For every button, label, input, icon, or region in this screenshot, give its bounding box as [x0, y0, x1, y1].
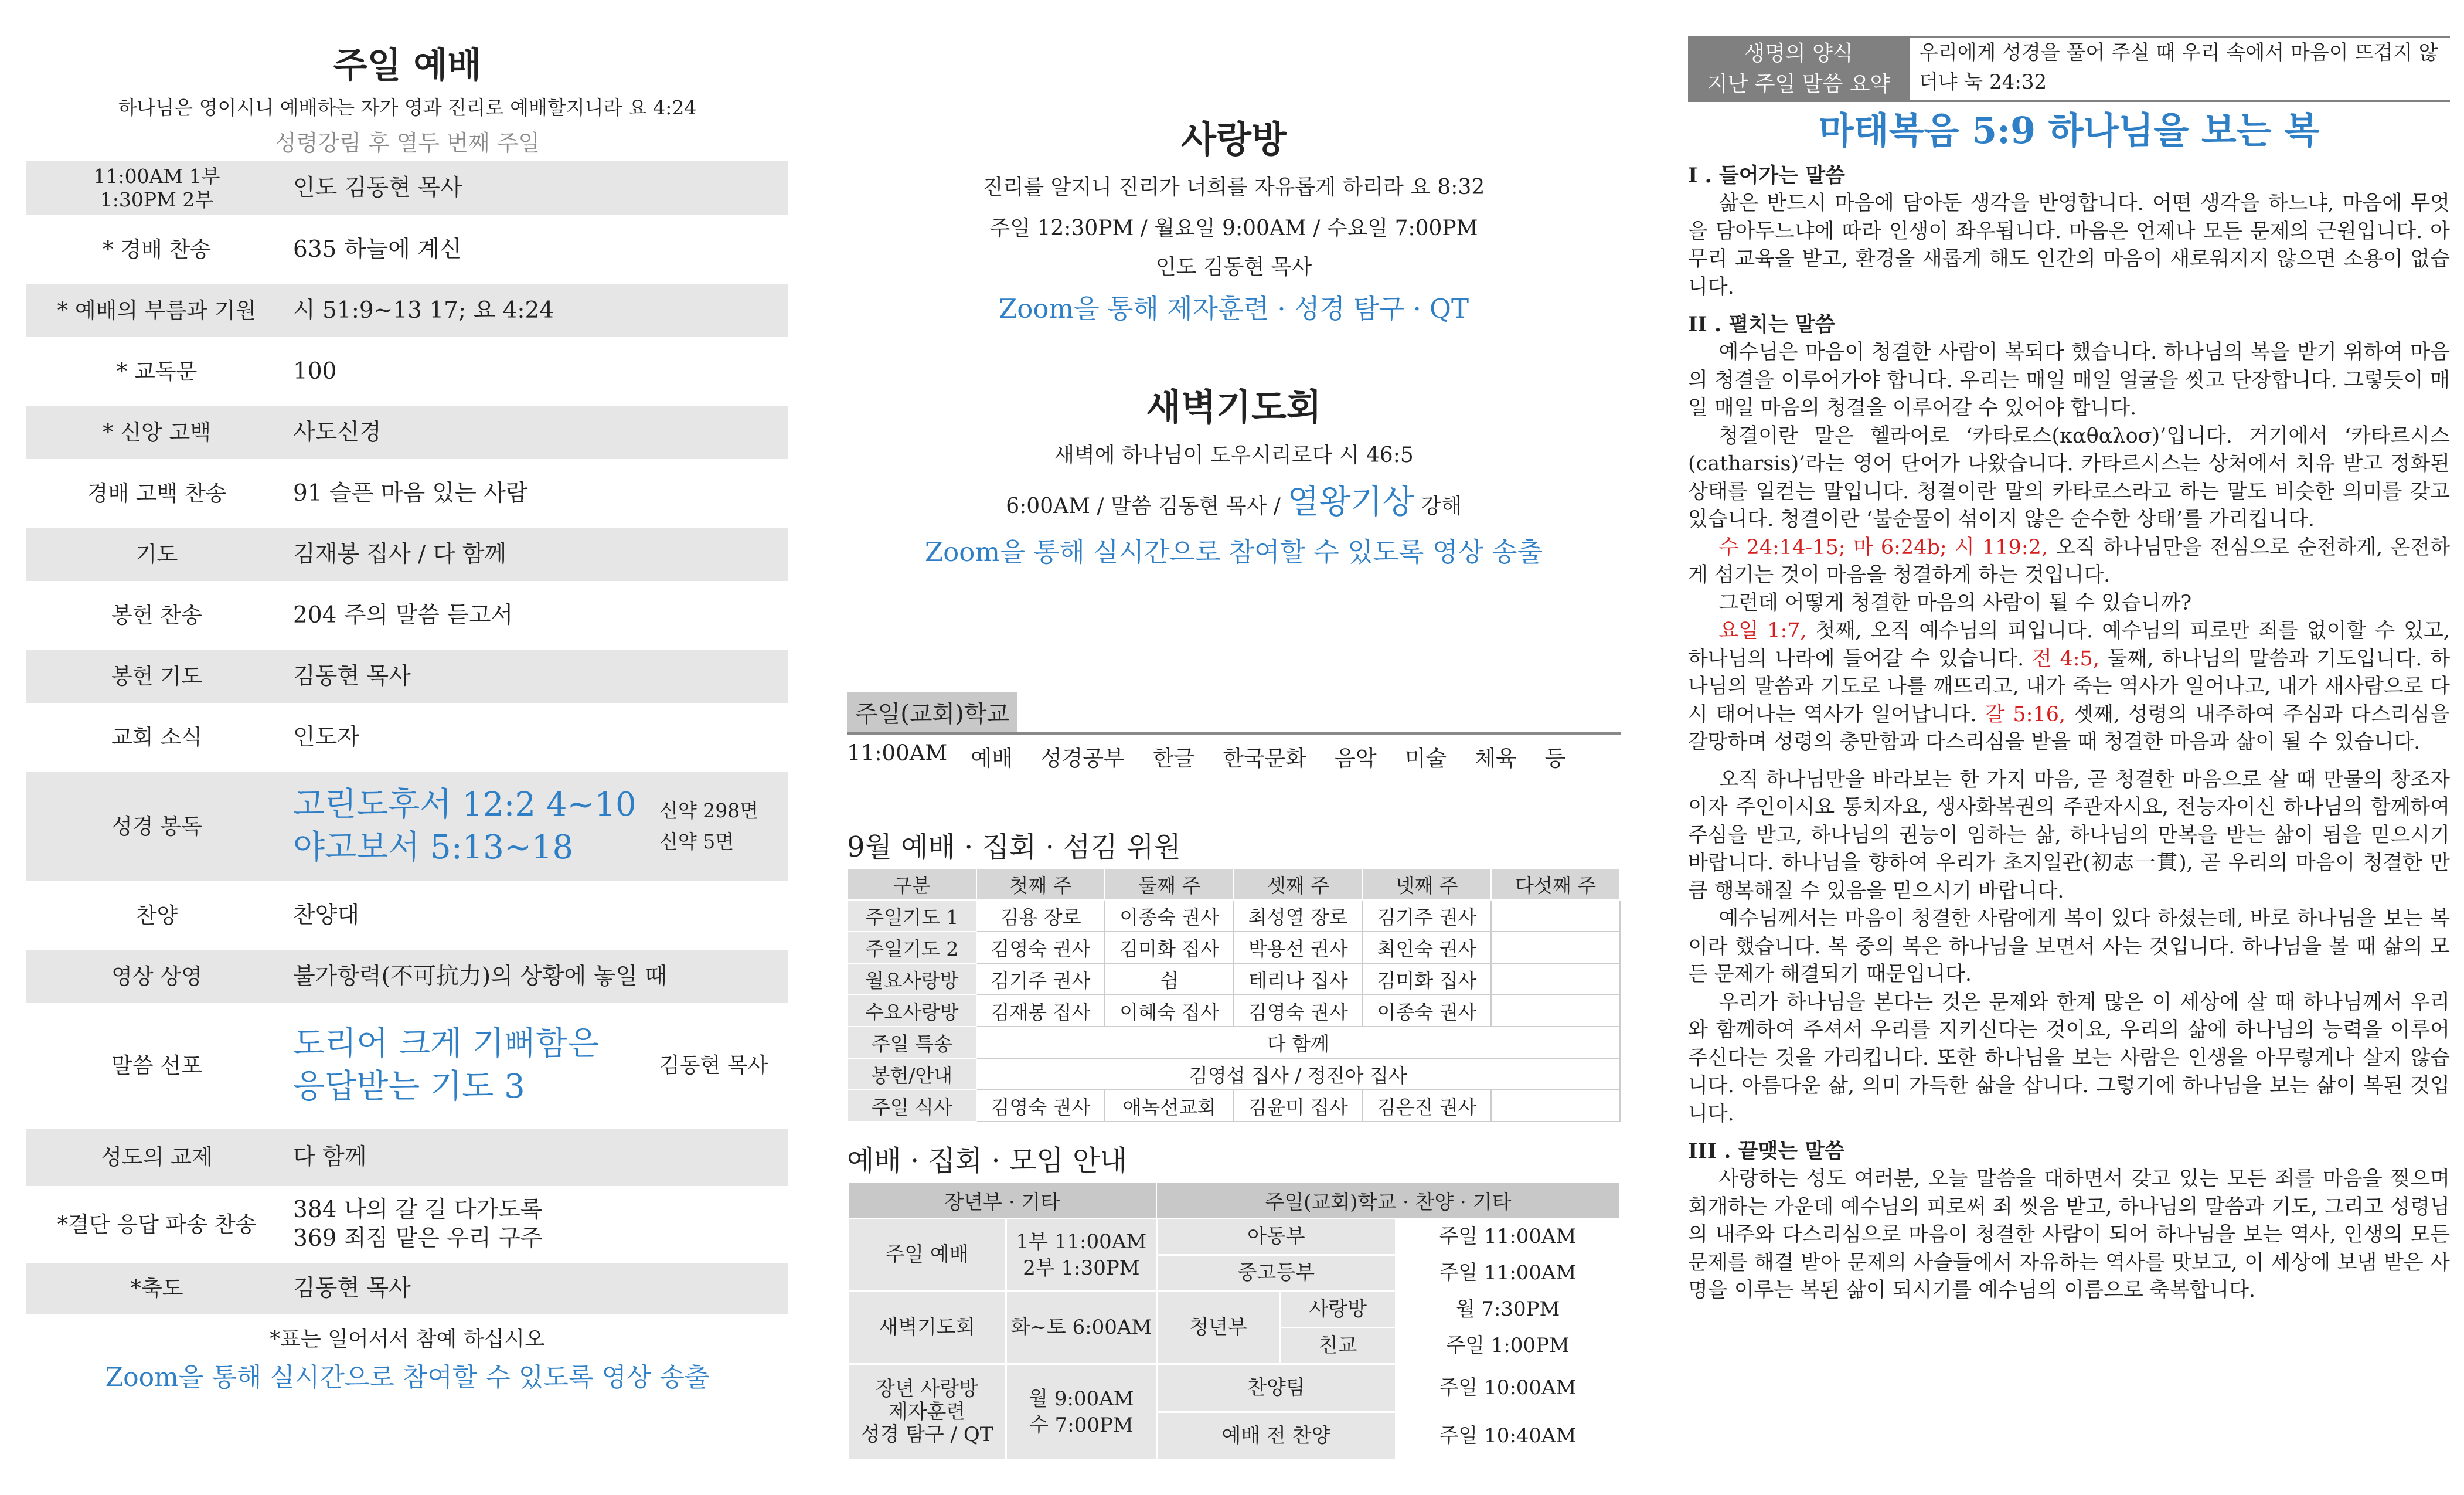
paragraph-text: 셋째, 성령의 내주하여 주심과 다스리심을 갈망하며 성령의 충만함과 다스리심을 받을 때 청결한 마음과 삶이 될 수 있습니다.: [1688, 702, 2450, 754]
dawn-book: 열왕기상: [1287, 483, 1414, 521]
sending-hymn: 384 나의 갈 길 다가도록: [293, 1197, 543, 1224]
roster-header: 다섯째 주: [1491, 868, 1620, 900]
dawn-time-prefix: 6:00AM / 말씀 김동현 목사 /: [1006, 494, 1281, 518]
roster-cell: 박용선 권사: [1234, 932, 1363, 963]
scripture-passage: 야고보서 5:13~18: [293, 828, 574, 867]
school-divider: [847, 732, 1621, 735]
paragraph-text: 첫째, 오직 예수님의 피입니다. 예수님의 피로만 죄를 없이할 수 있고, 하나님의 나라에 들어갈 수 있습니다.: [1688, 619, 2450, 671]
worship-title: 주일 예배: [333, 45, 482, 86]
order-value: 김재봉 집사 / 다 함께: [293, 541, 507, 568]
sarangbang-leader: 인도 김동현 목사: [1155, 255, 1312, 279]
summary-tag-title: 생명의 양식: [1744, 42, 1853, 66]
dawn-title: 새벽기도회: [1146, 386, 1322, 429]
meetings-title: 예배 · 집회 · 모임 안내: [847, 1144, 1127, 1177]
roster-cell: 애녹선교회: [1105, 1090, 1234, 1122]
sermon-preacher: 김동현 목사: [659, 1054, 768, 1078]
adult-label-line: 성경 탐구 / QT: [860, 1423, 993, 1447]
roster-section: [847, 827, 1621, 1122]
meetings-time: [1006, 1364, 1156, 1460]
order-label: * 교독문: [116, 358, 198, 384]
roster-cell: 테리나 집사: [1234, 963, 1363, 995]
summary-paragraph: [1688, 617, 2450, 757]
worship-verse: 하나님은 영이시니 예배하는 자가 영과 진리로 예배할지니라 요 4:24: [118, 96, 697, 119]
dawn-zoom: Zoom을 통해 실시간으로 참여할 수 있도록 영상 송출: [924, 536, 1543, 568]
summary-tag: [1688, 36, 1910, 102]
sunday-time: 1부 11:00AM: [1016, 1230, 1147, 1254]
order-value: 204 주의 말씀 듣고서: [293, 602, 513, 628]
roster-cell: 김영숙 권사: [1234, 995, 1363, 1027]
worship-column: [26, 41, 788, 1398]
table-row: [848, 1364, 1620, 1412]
order-value: 635 하늘에 계신: [293, 236, 462, 263]
roster-header: 넷째 주: [1363, 868, 1492, 900]
roster-header: 구분: [848, 868, 976, 900]
meetings-sublabel: 사랑방: [1280, 1292, 1396, 1328]
adult-label-line: 제자훈련: [888, 1399, 966, 1423]
order-label: 봉헌 기도: [111, 663, 202, 689]
meetings-label: 주일 예배: [848, 1219, 1006, 1292]
order-row: [26, 711, 788, 764]
order-value: 인도자: [293, 723, 360, 750]
summary-tag-subtitle: 지난 주일 말씀 요약: [1707, 72, 1891, 96]
roster-cell: [1491, 995, 1620, 1027]
gatherings-column: [847, 111, 1621, 576]
order-label: * 신앙 고백: [103, 419, 211, 445]
scripture-ref: 전 4:5,: [2024, 647, 2099, 671]
school-item: 예배: [971, 746, 1013, 771]
order-row: [26, 1129, 788, 1186]
standing-note: *표는 일어서서 참예 하십시오: [270, 1327, 545, 1351]
order-value: 91 슬픈 마음 있는 사람: [293, 480, 528, 507]
order-label: * 경배 찬송: [103, 236, 211, 262]
roster-cell: 김영숙 권사: [976, 1090, 1105, 1122]
dawn-time: [847, 476, 1621, 529]
order-row: [26, 467, 788, 520]
order-row: [26, 1263, 788, 1314]
school-item: 등: [1544, 746, 1566, 771]
summary-paragraph: 예수님께서는 마음이 청결한 사람에게 복이 있다 하셨는데, 바로 하나님을 보는 복이라 했습니다. 복 중의 복은 하나님을 보면서 사는 것입니다. 하나님을 볼 때 삶의 모든 문제가 해결되기 때문입니다.: [1688, 907, 2450, 986]
meetings-time: 주일 11:00AM: [1396, 1219, 1620, 1255]
roster-cell: 김기주 권사: [1363, 900, 1492, 932]
roster-cell: 김재봉 집사: [976, 995, 1105, 1027]
scripture-pages: [659, 796, 788, 858]
school-item: 성경공부: [1040, 746, 1125, 771]
summary-paragraph: 그런데 어떻게 청결한 마음의 사람이 될 수 있습니까?: [1718, 591, 2192, 615]
roster-cell: [1491, 932, 1620, 963]
meetings-header-row: [848, 1182, 1620, 1219]
service-times: [26, 165, 287, 211]
roster-row-label: 수요사랑방: [848, 995, 976, 1027]
service-time-2: 1:30PM 2부: [100, 188, 214, 211]
sunday-school: [847, 692, 1621, 772]
order-label: 찬양: [135, 902, 178, 928]
school-item: 음악: [1335, 746, 1377, 771]
roster-cell: 이종숙 권사: [1363, 995, 1492, 1027]
order-value: 시 51:9~13 17; 요 4:24: [293, 297, 554, 324]
order-value: 사도신경: [293, 419, 382, 446]
scripture-label: 성경 봉독: [111, 813, 202, 839]
meetings-label: 예배 전 찬양: [1156, 1412, 1396, 1460]
meetings-time: 주일 1:00PM: [1396, 1328, 1620, 1364]
summary-header: [1688, 36, 2450, 102]
roster-table: [847, 868, 1621, 1122]
table-row: [848, 1058, 1620, 1090]
sermon-title: [287, 1023, 659, 1109]
table-row: [848, 1219, 1620, 1255]
order-row-sermon: [26, 1011, 788, 1120]
school-item: 한국문화: [1223, 746, 1307, 771]
sarangbang-verse: 진리를 알지니 진리가 너희를 자유롭게 하리라 요 8:32: [982, 175, 1485, 199]
scripture-passage: 고린도후서 12:2 4~10: [293, 786, 637, 824]
roster-cell: [1491, 1090, 1620, 1122]
section-heading: II . 펼치는 말씀: [1688, 312, 1835, 337]
meetings-label: 청년부: [1156, 1292, 1280, 1364]
order-of-service: [26, 161, 788, 1314]
scripture-page: 신약 298면: [659, 799, 759, 823]
order-row: [26, 650, 788, 703]
order-row: [26, 589, 788, 642]
meetings-label: 찬양팀: [1156, 1364, 1396, 1412]
order-row: [26, 345, 788, 398]
summary-paragraph: [1688, 534, 2450, 590]
meetings-time: 월 7:30PM: [1396, 1292, 1620, 1328]
roster-row-label: 주일 식사: [848, 1090, 976, 1122]
order-value: 다 함께: [293, 1143, 367, 1170]
section-heading: I . 들어가는 말씀: [1688, 164, 1845, 188]
summary-paragraph: 사랑하는 성도 여러분, 오늘 말씀을 대하면서 갖고 있는 모든 죄를 마음을 찢으며 회개하는 가운데 예수님의 피로써 죄 씻음 받고, 하나님의 말씀과 기도, 그리고 성령님의 내주와 다스리심으로 마음이 청결한 사람이 되어 하나님을 보는 역사, 인생의 모든 문제를 해결 받아 문제의 사슬들에서 자유하는 역사를 맛보고, 이 세상에 보냄 받은 사명을 이루는 복된 삶이 되시기를 예수님의 이름으로 축복합니다.: [1688, 1167, 2450, 1302]
meetings-head-left: 장년부 · 기타: [848, 1182, 1157, 1219]
table-row: [848, 900, 1620, 932]
order-value: 100: [293, 358, 337, 385]
sending-hymns: [287, 1196, 788, 1253]
meetings-sublabel: 친교: [1280, 1328, 1396, 1364]
scripture-ref: 요일 1:7,: [1718, 619, 1807, 643]
order-row: [26, 223, 788, 276]
sending-hymn: 369 죄짐 맡은 우리 구주: [293, 1225, 543, 1252]
table-row: [848, 1292, 1620, 1328]
school-item: 11:00AM: [847, 740, 948, 766]
table-row: [848, 1090, 1620, 1122]
roster-cell: 최성열 장로: [1234, 900, 1363, 932]
roster-cell: 이혜숙 집사: [1105, 995, 1234, 1027]
roster-header: 둘째 주: [1105, 868, 1234, 900]
roster-cell: 김영섭 집사 / 정진아 집사: [976, 1058, 1620, 1090]
roster-title: 9월 예배 · 집회 · 섬김 위원: [847, 831, 1181, 864]
meetings-label: 새벽기도회: [848, 1292, 1006, 1364]
scripture-ref: 갈 5:16,: [1976, 702, 2066, 726]
order-label: 교회 소식: [111, 724, 202, 750]
order-row: [26, 528, 788, 581]
summary-paragraph: 청결이란 말은 헬라어로 ‘카타로스(καθαλοσ)’입니다. 거기에서 ‘카타르시스(catharsis)’라는 영어 단어가 나왔습니다. 카타르시스는 상처에서 치유 받고 정화된 상태를 일컫는 말입니다. 청결이란 말의 카타로스라고 하는 말도 비슷한 의미를 갖고 있습니다. 청결이란 ‘불순물이 섞이지 않은 순수한 상태’를 가리킵니다.: [1688, 424, 2450, 531]
school-item: 미술: [1404, 746, 1447, 771]
sarangbang-zoom: Zoom을 통해 제자훈련 · 성경 탐구 · QT: [999, 293, 1469, 324]
meetings-time: 화~토 6:00AM: [1006, 1292, 1156, 1364]
roster-header: 첫째 주: [976, 868, 1105, 900]
school-items: [847, 740, 1621, 772]
order-row-scripture: [26, 772, 788, 881]
order-row: [26, 284, 788, 337]
order-row: [26, 950, 788, 1003]
zoom-note: Zoom을 통해 실시간으로 참여할 수 있도록 영상 송출: [105, 1363, 710, 1392]
sarangbang-title: 사랑방: [1181, 118, 1287, 161]
roster-header-row: [848, 868, 1620, 900]
roster-row-label: 주일기도 2: [848, 932, 976, 963]
roster-cell: 김용 장로: [976, 900, 1105, 932]
order-value: 김동현 목사: [293, 662, 411, 689]
meetings-time: [1006, 1219, 1156, 1292]
worship-subtitle: 성령강림 후 열두 번째 주일: [274, 130, 540, 156]
adult-time: 월 9:00AM: [1029, 1387, 1134, 1411]
dawn-time-suffix: 강해: [1421, 494, 1462, 518]
scripture-page: 신약 5면: [659, 830, 734, 853]
roster-cell: 김미화 집사: [1105, 932, 1234, 963]
roster-row-label: 주일기도 1: [848, 900, 976, 932]
school-tab: 주일(교회)학교: [847, 692, 1017, 732]
summary-quote: 우리에게 성경을 풀어 주실 때 우리 속에서 마음이 뜨겁지 않더냐 눅 24:32: [1910, 36, 2450, 102]
meetings-time: 주일 10:00AM: [1396, 1364, 1620, 1412]
order-value: 김동현 목사: [293, 1275, 411, 1302]
section-heading: III . 끝맺는 말씀: [1688, 1139, 1844, 1163]
meetings-section: [847, 1140, 1621, 1461]
order-row-sending: [26, 1194, 788, 1255]
summary-paragraph: 우리가 하나님을 본다는 것은 문제와 한계 많은 이 세상에 살 때 하나님께서 우리와 함께하여 주셔서 우리를 지키신다는 것이요, 우리의 삶에 하나님의 능력을 이루어 주신다는 것을 가리킵니다. 또한 하나님을 보는 사람은 인생을 아무렇게나 살지 않습니다. 아름다운 삶, 의미 가득한 삶을 삽니다. 그렇기에 하나님을 보는 삶이 복된 것입니다.: [1688, 990, 2450, 1126]
sermon-title-line: 응답받는 기도 3: [293, 1068, 525, 1106]
roster-cell: 김영숙 권사: [976, 932, 1105, 963]
order-row-service-times: [26, 161, 788, 215]
sermon-summary-column: [1688, 36, 2450, 1305]
roster-cell: [1491, 963, 1620, 995]
table-row: [848, 995, 1620, 1027]
meetings-time: 주일 11:00AM: [1396, 1255, 1620, 1292]
order-value: 불가항력(不可抗力)의 상황에 놓일 때: [293, 963, 668, 990]
meetings-label: 아동부: [1156, 1219, 1396, 1255]
meetings-label: 중고등부: [1156, 1255, 1396, 1292]
meetings-label: [848, 1364, 1006, 1460]
roster-cell: 김윤미 집사: [1234, 1090, 1363, 1122]
school-item: 한글: [1152, 746, 1195, 771]
order-label: 영상 상영: [111, 963, 202, 989]
sunday-time: 2부 1:30PM: [1023, 1256, 1140, 1280]
order-row: [26, 406, 788, 459]
roster-cell: 김미화 집사: [1363, 963, 1492, 995]
roster-cell: 이종숙 권사: [1105, 900, 1234, 932]
summary-paragraph: 삶은 반드시 마음에 담아둔 생각을 반영합니다. 어떤 생각을 하느냐, 마음에 무엇을 담아두느냐에 따라 인생이 좌우됩니다. 마음은 언제나 모든 문제의 근원입니다. 아무리 교육을 받고, 환경을 새롭게 해도 인간의 마음이 새로워지지 않으면 소용이 없습니다.: [1688, 192, 2450, 299]
order-label: 기도: [135, 541, 178, 567]
order-row: [26, 889, 788, 942]
roster-cell: 다 함께: [976, 1027, 1620, 1058]
summary-paragraph: 오직 하나님만을 바라보는 한 가지 마음, 곧 청결한 마음으로 살 때 만물의 창조자이자 주인이시요 통치자요, 생사화복권의 주관자시요, 전능자이신 하나님의 함께하여 주심을 받고, 하나님의 권능이 임하는 삶, 하나님의 만복을 받는 삶이 됨을 믿으시기 바랍니다. 하나님을 향하여 우리가 초지일관(初志一貫), 곧 우리의 마음이 청결한 만큼 행복해질 수 있음을 믿으시기 바랍니다.: [1688, 767, 2450, 903]
roster-cell: 김기주 권사: [976, 963, 1105, 995]
service-leader: 인도 김동현 목사: [293, 174, 462, 201]
roster-header: 셋째 주: [1234, 868, 1363, 900]
service-time-1: 11:00AM 1부: [93, 165, 220, 188]
table-row: [848, 963, 1620, 995]
order-label: *결단 응답 파송 찬송: [57, 1211, 257, 1237]
order-label: 성도의 교제: [101, 1144, 213, 1170]
roster-cell: 쉼: [1105, 963, 1234, 995]
roster-row-label: 월요사랑방: [848, 963, 976, 995]
paragraph-text: 둘째, 하나님의 말씀과 기도입니다. 하나님의 말씀과 기도로 나를 깨뜨리고, 내가 죽는 역사가 일어나고, 내가 새사람으로 다시 태어나는 역사가 일어납니다.: [1688, 647, 2451, 726]
paragraph-text: 오직 하나님만을 전심으로 순전하게, 온전하게 섬기는 것이 마음을 청결하게 하는 것입니다.: [1688, 535, 2450, 587]
adult-label-line: 장년 사랑방: [875, 1377, 978, 1401]
order-label: 경배 고백 찬송: [87, 480, 227, 506]
roster-row-label: 주일 특송: [848, 1027, 976, 1058]
roster-cell: 김은진 권사: [1363, 1090, 1492, 1122]
order-value: 찬양대: [293, 902, 360, 929]
scripture-ref: 수 24:14-15; 마 6:24b; 시 119:2,: [1718, 535, 2048, 559]
roster-cell: 최인숙 권사: [1363, 932, 1492, 963]
adult-time: 수 7:00PM: [1029, 1413, 1134, 1437]
scripture-passages: [287, 784, 659, 869]
sermon-label: 말씀 선포: [111, 1052, 202, 1078]
roster-row-label: 봉헌/안내: [848, 1058, 976, 1090]
table-row: [848, 1027, 1620, 1058]
summary-paragraph: 예수님은 마음이 청결한 사람이 복되다 했습니다. 하나님의 복을 받기 위하여 마음의 청결을 이루어가야 합니다. 우리는 매일 매일 얼굴을 씻고 단장합니다. 그렇듯이 매일 매일 마음의 청결을 이루어갈 수 있어야 합니다.: [1688, 341, 2450, 420]
order-label: 봉헌 찬송: [111, 602, 202, 628]
order-label: *축도: [130, 1275, 183, 1301]
table-row: [848, 932, 1620, 963]
sarangbang-times: 주일 12:30PM / 월요일 9:00AM / 수요일 7:00PM: [989, 216, 1478, 240]
school-item: 체육: [1475, 746, 1517, 771]
dawn-verse: 새벽에 하나님이 도우시리로다 시 46:5: [1054, 443, 1414, 467]
roster-cell: [1491, 900, 1620, 932]
meetings-time: 주일 10:40AM: [1396, 1412, 1620, 1460]
summary-title: 마태복음 5:9 하나님을 보는 복: [1818, 109, 2320, 152]
meetings-table: [847, 1181, 1621, 1461]
sermon-title-line: 도리어 크게 기뻐함은: [293, 1025, 600, 1064]
meetings-head-right: 주일(교회)학교 · 찬양 · 기타: [1156, 1182, 1619, 1219]
order-label: * 예배의 부름과 기원: [57, 297, 257, 323]
